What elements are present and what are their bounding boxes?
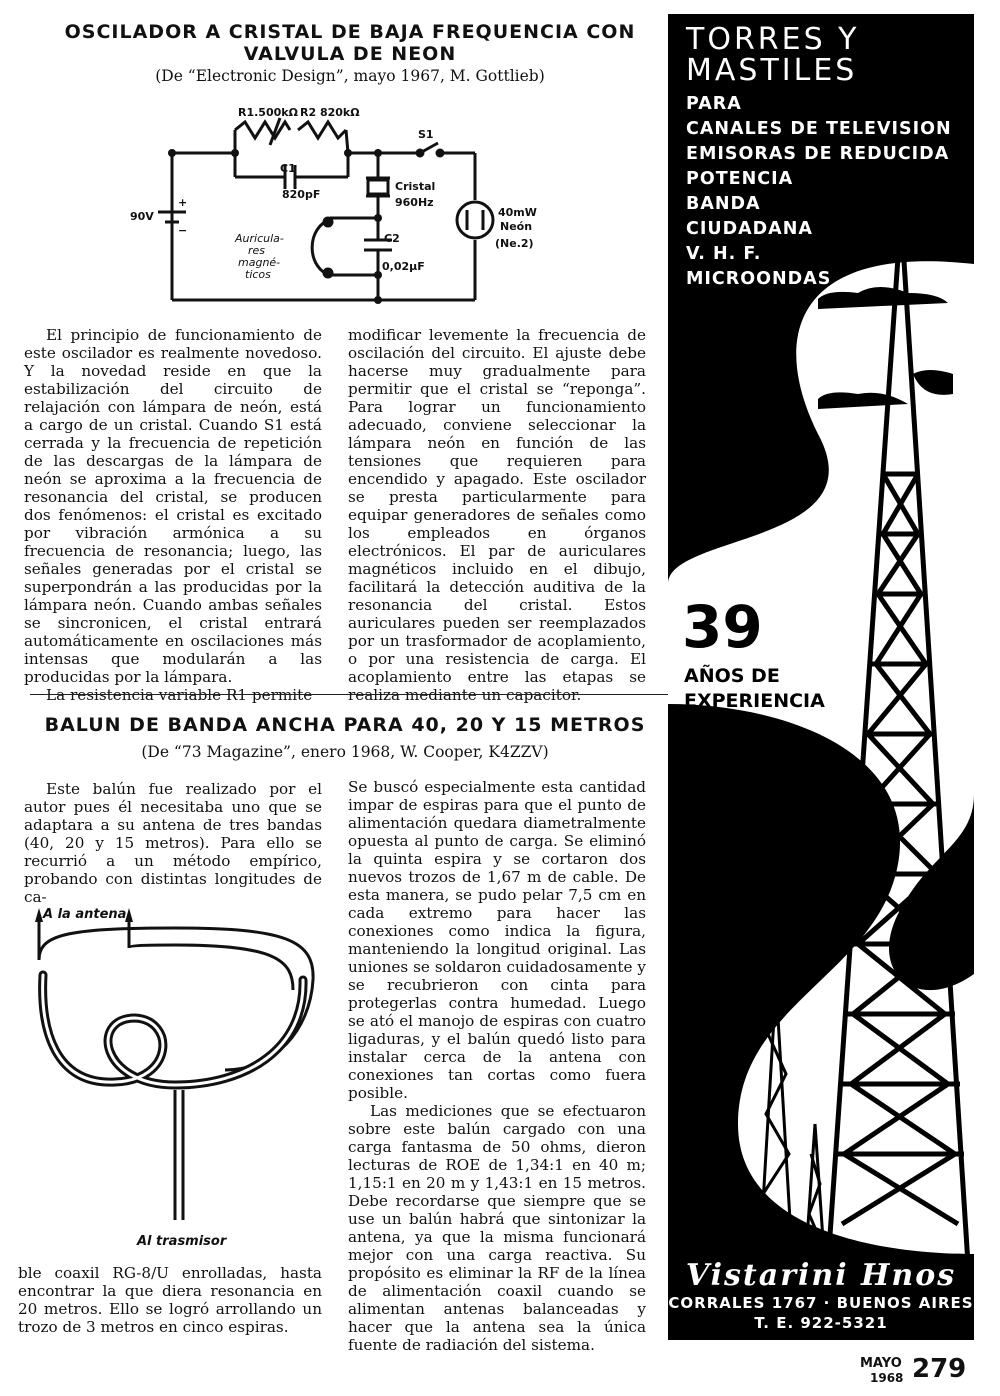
ad-item: BANDA (686, 194, 761, 214)
headphones-label-1: Auricula- (235, 232, 284, 245)
article1-column2 (348, 326, 646, 704)
page-number: 279 (912, 1354, 967, 1384)
article2-col1-bottom-paragraph: ble coaxil RG-8/U enrolladas, hasta encontrar la que diera resonancia en 20 metros. Ello se logró arrollando un trozo de 3 metros en cinco espiras. (18, 1264, 322, 1336)
r2-label: R2 820kΩ (300, 106, 360, 119)
battery-label: 90V (130, 210, 154, 223)
balun-diagram (25, 900, 325, 1255)
cristal-freq: 960Hz (395, 196, 434, 209)
article2-byline: (De “73 Magazine”, enero 1968, W. Cooper, K4ZZV) (141, 743, 549, 761)
article2-col2-paragraph2: Las mediciones que se efectuaron sobre este balún cargado con una carga fantasma de 50 ohms, dieron lecturas de ROE de 1,34:1 en 40 m; 1,15:1 en 20 m y 1,43:1 en 15 metros. Debe recordarse que siempre que se use un balún habrá que sintonizar la antena, ya que la misma funcionará mejor con una carga reactiva. Su propósito es eliminar la RF de la línea de alimentación coaxil cuando se alimentan antenas balanceadas y hacer que la antena sea la única fuente de radiación del sistema. (348, 1102, 646, 1354)
article1-col1-paragraph2: La resistencia variable R1 permite (46, 686, 313, 704)
article2-column2 (348, 778, 646, 1354)
article1-byline: (De “Electronic Design”, mayo 1967, M. Gottlieb) (155, 67, 545, 85)
article-divider (30, 694, 670, 695)
s1-label: S1 (418, 128, 434, 141)
headphones-label-4: ticos (245, 268, 271, 281)
article1-col2-paragraph: modificar levemente la frecuencia de oscilación del circuito. El ajuste debe hacerse muy gradualmente para permitir que el cristal se “reponga”. Para lograr un funcionamiento adecuado, conviene seleccionar la lámpara neón en función de las tensiones que requieren para encendido y apagado. Este oscilador se presta particularmente para equipar generadores de señales como los empleados en órganos electrónicos. El par de auriculares magnéticos incluido en el dibujo, facilitará la detección auditiva de la resonancia del cristal. Estos auriculares pueden ser reemplazados por un trasformador de acoplamiento, o por una resistencia de carga. El acoplamiento entre las etapas se realiza mediante un capacitor. (348, 326, 646, 704)
transmitter-label: Al trasmisor (137, 1234, 227, 1249)
neon-label: Neón (500, 220, 533, 233)
footer-year: 1968 (870, 1371, 904, 1385)
ad-phone: T. E. 922-5321 (754, 1314, 888, 1332)
neon-power: 40mW (498, 206, 537, 219)
ad-item: CANALES DE TELEVISION (686, 119, 952, 139)
ad-experience-block (668, 593, 825, 714)
ad-headline (686, 24, 860, 86)
c2-value: 0,02µF (382, 260, 425, 273)
c1-label: C1 (280, 162, 296, 175)
c2-label: C2 (384, 232, 400, 245)
article1-title-line1: OSCILADOR A CRISTAL DE BAJA FREQUENCIA CON (64, 21, 636, 43)
ad-item-list (686, 92, 952, 292)
ad-headline-line2: MASTILES (686, 53, 858, 88)
r1-label: R1.500kΩ (238, 106, 298, 119)
ad-years-number: 39 (682, 593, 763, 661)
headphones-label-2: res (248, 244, 266, 257)
ad-address: CORRALES 1767 · BUENOS AIRES (668, 1294, 974, 1312)
ad-headline-line1: TORRES Y (686, 22, 860, 57)
ad-item: POTENCIA (686, 169, 794, 189)
headphones-label-3: magné- (238, 256, 281, 269)
ad-years-line1: AÑOS DE (684, 665, 780, 687)
article2-col1-top-paragraph: Este balún fue realizado por el autor pues él necesitaba uno que se adaptara a su antena de tres bandas (40, 20 y 15 metros). Para ello se recurrió a un método empírico, probando con distintas longitudes de ca- (24, 780, 322, 906)
article2-column1-bottom (18, 1264, 322, 1336)
c1-value: 820pF (282, 188, 321, 201)
article1-col1-paragraph1: El principio de funcionamiento de este oscilador es realmente novedoso. Y la novedad reside en que la estabilización del circuito de relajación con lámpara de neón, está a cargo de un cristal. Cuando S1 está cerrada y la frecuencia de repetición de las descargas de la lámpara de neón se aproxima a la frecuencia de resonancia del cristal, se producen dos fenómenos: el cristal es excitado por vibración armónica a su frecuencia de resonancia; luego, las señales generadas por el cristal se superpondrán a las producidas por la lámpara neón. Cuando ambas señales se sincronicen, el cristal entrará automáticamente en oscilaciones más intensas que modularán a las producidas por la lámpara. (24, 326, 322, 686)
neon-model: (Ne.2) (495, 237, 534, 250)
ad-item: V. H. F. (686, 244, 762, 264)
ad-item: EMISORAS DE REDUCIDA (686, 144, 950, 164)
footer-month: MAYO (860, 1356, 902, 1371)
article2-title: BALUN DE BANDA ANCHA PARA 40, 20 Y 15 METROS (44, 714, 646, 736)
ad-item: MICROONDAS (686, 269, 832, 289)
battery-minus: − (178, 224, 188, 237)
article1-column1 (24, 326, 322, 704)
article2-col2-paragraph1: Se buscó especialmente esta cantidad impar de espiras para que el punto de alimentación quedara diametralmente opuesta al punto de carga. Se eliminó la quinta espira y se cortaron dos nuevos trozos de 1,67 m de cable. De esta manera, se pudo pelar 7,5 cm en cada extremo para hacer las conexiones como indica la figura, manteniendo la longitud original. Las uniones se soldaron cuidadosamente y se recubrieron con cinta para protegerlas contra humedad. Luego se ató el manojo de espiras con cuatro ligaduras, y el balún quedó listo para instalar cerca de la antena con conexiones tan cortas como fuera posible. (348, 778, 646, 1102)
battery-plus: + (178, 196, 188, 209)
ad-years-line2: EXPERIENCIA (684, 690, 825, 712)
oscillator-circuit-diagram (120, 100, 570, 310)
ad-brand-logo: Vistarini Hnos (685, 1258, 957, 1293)
ad-item: CIUDADANA (686, 219, 813, 239)
cristal-label: Cristal (395, 180, 436, 193)
tower-advertisement (668, 14, 974, 1340)
article1-title-line2: VALVULA DE NEON (243, 43, 457, 65)
ad-item: PARA (686, 94, 742, 114)
antenna-label: A la antena (43, 907, 127, 922)
article2-column1-top (24, 780, 322, 906)
